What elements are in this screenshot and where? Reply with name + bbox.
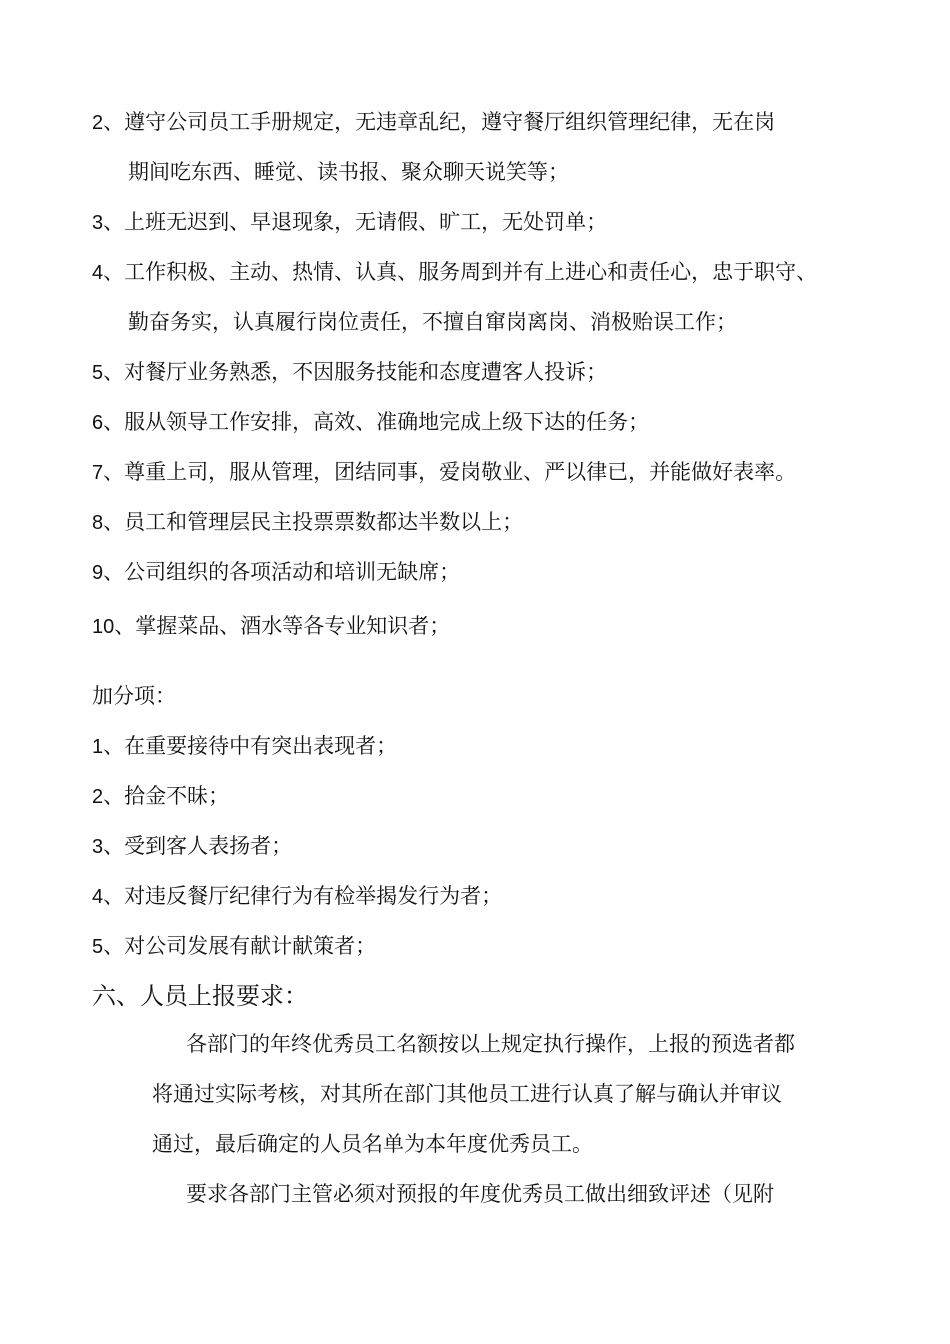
section-heading: 六、人员上报要求： xyxy=(92,982,308,1010)
item-text: 受到客人表扬者； xyxy=(124,834,293,858)
item-number: 3 xyxy=(92,836,104,858)
item-number: 2 xyxy=(92,112,104,134)
item-number: 5 xyxy=(92,362,104,384)
item-text: 拾金不昧； xyxy=(124,784,230,808)
item-separator: 、 xyxy=(103,834,125,858)
list-item xyxy=(92,408,649,437)
item-separator: 、 xyxy=(103,734,125,758)
item-separator: 、 xyxy=(103,934,125,958)
item-number: 9 xyxy=(92,562,104,584)
list-item-continuation: 勤奋务实，认真履行岗位责任，不擅自窜岗离岗、消极贻误工作； xyxy=(128,310,737,334)
bonus-title: 加分项： xyxy=(92,684,176,708)
item-separator: 、 xyxy=(103,560,125,584)
item-separator: 、 xyxy=(103,884,125,908)
item-separator: 、 xyxy=(103,410,125,434)
list-item xyxy=(92,458,796,487)
item-separator: 、 xyxy=(103,784,125,808)
item-text: 服从领导工作安排，高效、准确地完成上级下达的任务； xyxy=(124,410,650,434)
item-separator: 、 xyxy=(103,210,125,234)
list-item xyxy=(92,258,817,287)
item-separator: 、 xyxy=(103,360,125,384)
item-text: 对违反餐厅纪律行为有检举揭发行为者； xyxy=(124,884,503,908)
item-separator: 、 xyxy=(103,110,125,134)
item-text: 遵守公司员工手册规定，无违章乱纪，遵守餐厅组织管理纪律，无在岗 xyxy=(124,110,776,134)
item-number: 4 xyxy=(92,886,104,908)
item-text: 员工和管理层民主投票票数都达半数以上； xyxy=(124,510,524,534)
item-number: 7 xyxy=(92,462,104,484)
list-item-continuation: 期间吃东西、睡觉、读书报、聚众聊天说笑等； xyxy=(128,160,569,184)
bonus-item xyxy=(92,732,397,761)
item-text: 对餐厅业务熟悉，不因服务技能和态度遭客人投诉； xyxy=(124,360,608,384)
item-separator: 、 xyxy=(103,260,125,284)
list-item xyxy=(92,208,607,237)
list-item xyxy=(92,108,775,137)
paragraph-line: 将通过实际考核，对其所在部门其他员工进行认真了解与确认并审议 xyxy=(152,1082,782,1106)
item-text: 工作积极、主动、热情、认真、服务周到并有上进心和责任心，忠于职守、 xyxy=(124,260,818,284)
item-number: 4 xyxy=(92,262,104,284)
item-number: 5 xyxy=(92,936,104,958)
bonus-item xyxy=(92,782,229,811)
item-text: 对公司发展有献计献策者； xyxy=(124,934,377,958)
bonus-item xyxy=(92,882,502,911)
item-number: 1 xyxy=(92,736,104,758)
item-text: 上班无迟到、早退现象，无请假、旷工，无处罚单； xyxy=(124,210,608,234)
item-separator: 、 xyxy=(103,510,125,534)
list-item xyxy=(92,508,523,537)
list-item xyxy=(92,612,450,641)
item-number: 8 xyxy=(92,512,104,534)
item-separator: 、 xyxy=(103,460,125,484)
list-item xyxy=(92,558,460,587)
paragraph-line: 通过，最后确定的人员名单为本年度优秀员工。 xyxy=(152,1132,593,1156)
item-text: 在重要接待中有突出表现者； xyxy=(124,734,398,758)
paragraph-line: 要求各部门主管必须对预报的年度优秀员工做出细致评述（见附 xyxy=(186,1182,774,1206)
bonus-item xyxy=(92,832,292,861)
item-number: 6 xyxy=(92,412,104,434)
bonus-item xyxy=(92,932,376,961)
list-item xyxy=(92,358,607,387)
item-number: 10 xyxy=(92,616,115,638)
item-separator: 、 xyxy=(114,614,136,638)
item-text: 公司组织的各项活动和培训无缺席； xyxy=(124,560,461,584)
item-number: 2 xyxy=(92,786,104,808)
item-number: 3 xyxy=(92,212,104,234)
item-text: 尊重上司，服从管理，团结同事，爱岗敬业、严以律已，并能做好表率。 xyxy=(124,460,797,484)
item-text: 掌握菜品、酒水等各专业知识者； xyxy=(135,614,451,638)
paragraph-line: 各部门的年终优秀员工名额按以上规定执行操作，上报的预选者都 xyxy=(186,1032,795,1056)
